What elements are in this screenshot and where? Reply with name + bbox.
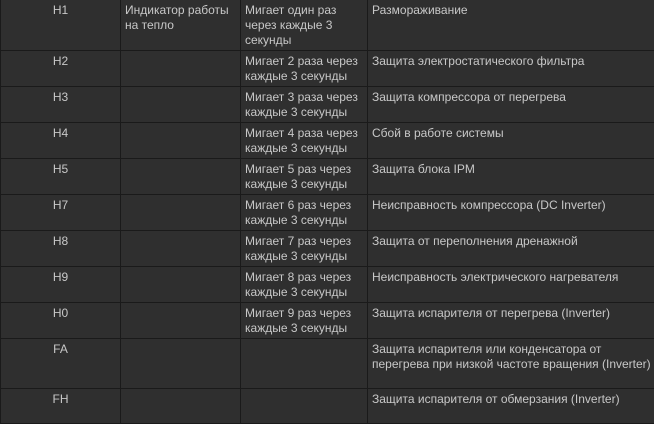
indicator-cell [121,123,241,159]
indicator-cell [121,303,241,339]
indicator-cell [121,87,241,123]
error-code: H9 [1,267,121,303]
error-description: Неисправность электрического нагревателя [368,267,654,303]
error-description: Размораживание [368,0,654,51]
error-description: Защита испарителя от перегрева (Inverter) [368,303,654,339]
blink-pattern: Мигает 4 раза через каждые 3 секунды [241,123,368,159]
table-row [1,123,654,159]
error-description: Защита блока IPM [368,159,654,195]
table-row [1,159,654,195]
blink-pattern: Мигает 2 раза через каждые 3 секунды [241,51,368,87]
indicator-cell [121,195,241,231]
error-code: FA [1,339,121,389]
error-code: H1 [1,0,121,51]
error-code: H2 [1,51,121,87]
blink-pattern: Мигает 5 раз через каждые 3 секунды [241,159,368,195]
error-code: H3 [1,87,121,123]
error-description: Защита от переполнения дренажной [368,231,654,267]
table-row [1,267,654,303]
table-row [1,51,654,87]
indicator-cell [121,231,241,267]
blink-pattern: Мигает 9 раз через каждые 3 секунды [241,303,368,339]
error-code: H0 [1,303,121,339]
table-row [1,339,654,389]
table-row [1,0,654,51]
error-description: Неисправность компрессора (DC Inverter) [368,195,654,231]
blink-pattern: Мигает 3 раза через каждые 3 секунды [241,87,368,123]
table-row [1,195,654,231]
indicator-cell [121,339,241,389]
blink-pattern [241,389,368,424]
blink-pattern: Мигает 7 раз через каждые 3 секунды [241,231,368,267]
indicator-cell: Индикатор работы на тепло [121,0,241,51]
table-row [1,303,654,339]
blink-pattern: Мигает один раз через каждые 3 секунды [241,0,368,51]
indicator-cell [121,159,241,195]
error-code: H8 [1,231,121,267]
error-description: Защита испарителя от обмерзания (Inverter) [368,389,654,424]
blink-pattern [241,339,368,389]
indicator-cell [121,267,241,303]
error-description: Защита компрессора от перегрева [368,87,654,123]
indicator-cell [121,389,241,424]
table-row [1,87,654,123]
error-code: FH [1,389,121,424]
table-row [1,231,654,267]
blink-pattern: Мигает 8 раз через каждые 3 секунды [241,267,368,303]
error-code: H5 [1,159,121,195]
blink-pattern: Мигает 6 раз через каждые 3 секунды [241,195,368,231]
error-description: Защита испарителя или конденсатора от перегрева при низкой частоте вращения (Inverter) [368,339,654,389]
indicator-cell [121,51,241,87]
error-description: Защита электростатического фильтра [368,51,654,87]
error-description: Сбой в работе системы [368,123,654,159]
error-code: H7 [1,195,121,231]
table-row [1,389,654,424]
error-code: H4 [1,123,121,159]
